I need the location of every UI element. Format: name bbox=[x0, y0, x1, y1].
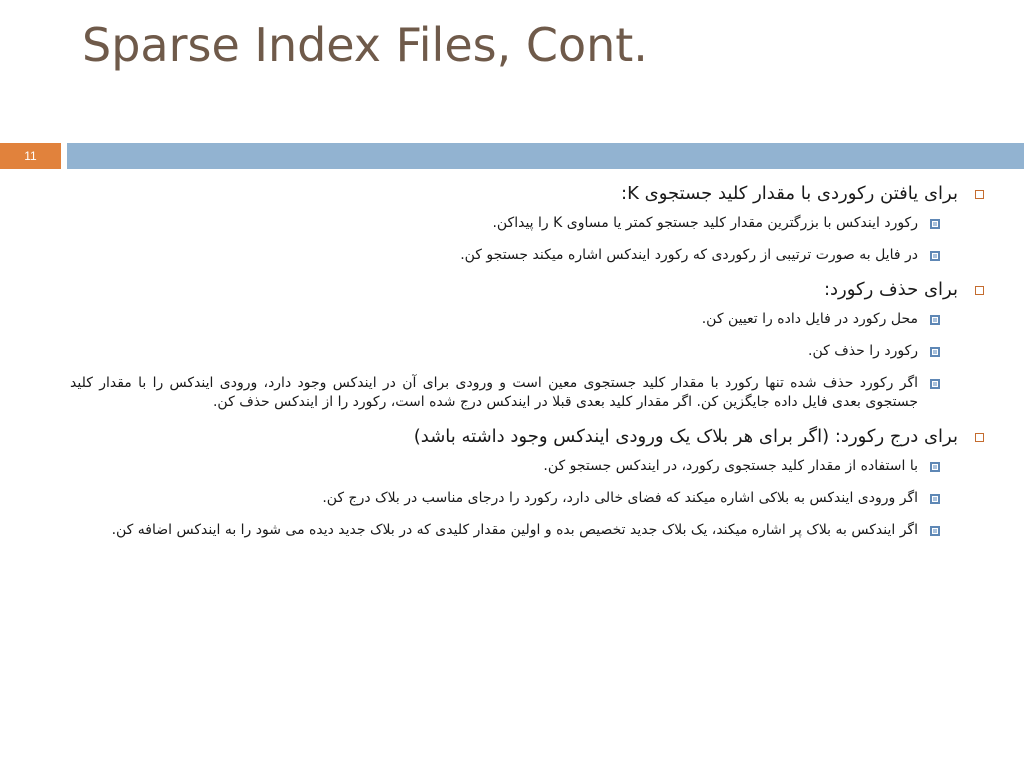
section-heading-insert bbox=[70, 425, 990, 449]
square-bullet-icon bbox=[930, 251, 940, 261]
square-bullet-icon bbox=[930, 379, 940, 389]
list-item bbox=[70, 457, 990, 476]
slide-content bbox=[70, 178, 990, 553]
list-item bbox=[70, 246, 990, 265]
list-item-text: با استفاده از مقدار کلید جستجوی رکورد، در ایندکس جستجو کن. bbox=[543, 458, 918, 474]
list-item bbox=[70, 489, 990, 508]
section-heading-text: برای درج رکورد: (اگر برای هر بلاک یک ورودی ایندکس وجود داشته باشد) bbox=[413, 426, 958, 447]
header-bar bbox=[0, 143, 1024, 169]
section-heading-text: برای یافتن رکوردی با مقدار کلید جستجوی K: bbox=[621, 183, 958, 204]
list-item-text: محل رکورد در فایل داده را تعیین کن. bbox=[701, 311, 918, 327]
list-item bbox=[70, 214, 990, 233]
square-bullet-icon bbox=[930, 526, 940, 536]
section-heading-search bbox=[70, 182, 990, 206]
square-bullet-icon bbox=[975, 286, 984, 295]
list-item-text: رکورد را حذف کن. bbox=[808, 343, 918, 359]
list-item bbox=[70, 342, 990, 361]
list-item bbox=[70, 521, 990, 540]
section-heading-text: برای حذف رکورد: bbox=[823, 279, 958, 300]
square-bullet-icon bbox=[975, 190, 984, 199]
square-bullet-icon bbox=[930, 347, 940, 357]
square-bullet-icon bbox=[930, 315, 940, 325]
section-heading-delete bbox=[70, 278, 990, 302]
list-item-text: اگر ایندکس به بلاک پر اشاره میکند، یک بلاک جدید تخصیص بده و اولین مقدار کلیدی که در بلاک جدید دیده می شود را به ایندکس اضافه کن. bbox=[111, 522, 918, 538]
list-item-text: اگر رکورد حذف شده تنها رکورد با مقدار کلید جستجوی معین است و ورودی برای آن در ایندکس وجود دارد، ورودی ایندکس را با مقدار کلید جستجوی بعدی فایل داده جایگزین کن. اگر مقدار کلید بعدی قبلا در ایندکس درج شده است، رکورد را از ایندکس حذف کن. bbox=[70, 375, 918, 410]
square-bullet-icon bbox=[930, 494, 940, 504]
square-bullet-icon bbox=[975, 433, 984, 442]
list-item bbox=[70, 310, 990, 329]
accent-bar bbox=[67, 143, 1024, 169]
square-bullet-icon bbox=[930, 462, 940, 472]
list-item-text: رکورد ایندکس با بزرگترین مقدار کلید جستجو کمتر یا مساوی K را پیداکن. bbox=[492, 215, 918, 231]
list-item bbox=[70, 374, 990, 412]
slide-title: Sparse Index Files, Cont. bbox=[82, 18, 648, 72]
list-item-text: اگر ورودی ایندکس به بلاکی اشاره میکند که فضای خالی دارد، رکورد را درجای مناسب در بلاک درج کن. bbox=[322, 490, 918, 506]
list-item-text: در فایل به صورت ترتیبی از رکوردی که رکورد ایندکس اشاره میکند جستجو کن. bbox=[460, 247, 918, 263]
page-number-badge: 11 bbox=[0, 143, 61, 169]
square-bullet-icon bbox=[930, 219, 940, 229]
